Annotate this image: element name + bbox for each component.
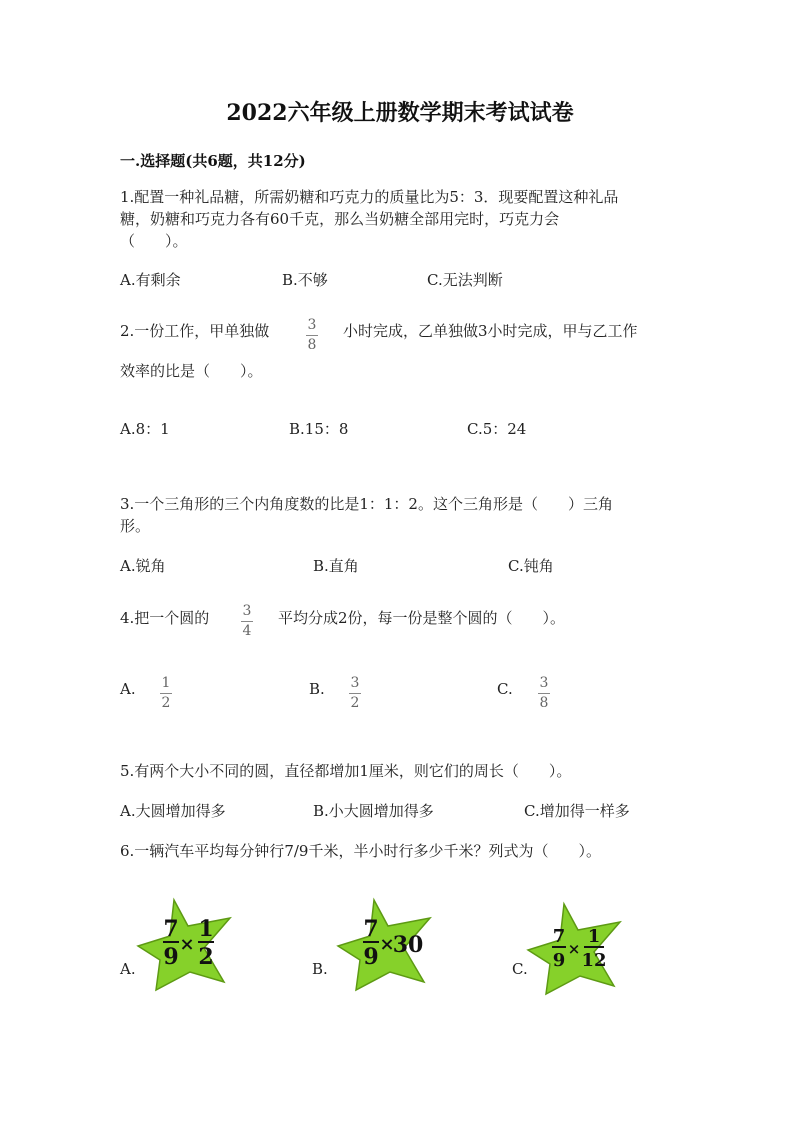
q4-option-c-fraction[interactable] xyxy=(538,676,550,711)
q1-option-a[interactable]: A.有剩余 xyxy=(120,271,181,289)
q5-option-c[interactable]: C.增加得一样多 xyxy=(524,802,630,820)
fraction-bar xyxy=(241,621,253,622)
fraction-denominator: 2 xyxy=(350,695,360,711)
fraction-denominator: 2 xyxy=(161,695,171,711)
q6-text: 6.一辆汽车平均每分钟行7/9千米，半小时行多少千米？列式为（ ）。 xyxy=(120,842,601,860)
q2-option-a[interactable]: A.8：1 xyxy=(120,420,170,438)
q1-line-1: 1.配置一种礼品糖，所需奶糖和巧克力的质量比为5：3．现要配置这种礼品 xyxy=(120,188,619,206)
q4-text-prefix: 4.把一个圆的 xyxy=(120,609,210,627)
fraction-numerator: 3 xyxy=(307,317,317,333)
star-denominator-2: 2 xyxy=(198,944,214,970)
q4-option-a-label[interactable]: A. xyxy=(120,680,136,698)
fraction-bar xyxy=(538,693,550,694)
q2-text-suffix: 小时完成，乙单独做3小时完成，甲与乙工作 xyxy=(343,322,638,340)
q6-option-a-label[interactable]: A. xyxy=(120,960,136,978)
star-numerator: 7 xyxy=(363,916,379,942)
fraction-bar xyxy=(160,693,172,694)
star-numerator: 7 xyxy=(552,926,566,947)
star-numerator-2: 1 xyxy=(198,916,214,942)
q6-option-c-label[interactable]: C. xyxy=(512,960,528,978)
q4-fraction xyxy=(241,604,253,639)
star-denominator-2: 12 xyxy=(581,950,607,971)
q3-line-2: 形。 xyxy=(120,517,151,535)
q1-option-b[interactable]: B.不够 xyxy=(282,271,328,289)
q3-option-b[interactable]: B.直角 xyxy=(313,557,359,575)
fraction-denominator: 8 xyxy=(539,695,549,711)
q6-option-a-star[interactable] xyxy=(136,896,236,992)
fraction-numerator: 3 xyxy=(350,675,360,691)
q2-text-prefix: 2.一份工作，甲单独做 xyxy=(120,322,270,340)
q2-option-b[interactable]: B.15：8 xyxy=(289,420,349,438)
star-denominator: 9 xyxy=(552,950,566,971)
fraction-numerator: 1 xyxy=(161,675,171,691)
fraction-numerator: 3 xyxy=(242,603,252,619)
q5-option-a[interactable]: A.大圆增加得多 xyxy=(120,802,226,820)
q4-text-suffix: 平均分成2份，每一份是整个圆的（ ）。 xyxy=(278,609,566,627)
star-denominator: 9 xyxy=(163,944,179,970)
fraction-bar xyxy=(349,693,361,694)
q5-option-b[interactable]: B.小大圆增加得多 xyxy=(313,802,434,820)
q6-option-c-star[interactable] xyxy=(526,900,626,996)
fraction-denominator: 8 xyxy=(307,337,317,353)
star-integer: 30 xyxy=(392,932,424,958)
q1-line-3: （ ）。 xyxy=(120,232,188,250)
section-heading: 一.选择题(共6题，共12分) xyxy=(120,152,306,170)
star-denominator: 9 xyxy=(363,944,379,970)
q1-option-c[interactable]: C.无法判断 xyxy=(427,271,503,289)
times-symbol: × xyxy=(567,940,581,958)
page-title: 2022六年级上册数学期末考试试卷 xyxy=(226,100,574,126)
q6-option-b-star[interactable] xyxy=(336,896,436,992)
fraction-denominator: 4 xyxy=(242,623,252,639)
q3-line-1: 3.一个三角形的三个内角度数的比是1：1：2。这个三角形是（ ）三角 xyxy=(120,495,613,513)
fraction-numerator: 3 xyxy=(539,675,549,691)
q1-line-2: 糖，奶糖和巧克力各有60千克，那么当奶糖全部用完时，巧克力会 xyxy=(120,210,560,228)
q6-option-b-label[interactable]: B. xyxy=(312,960,328,978)
q3-option-c[interactable]: C.钝角 xyxy=(508,557,554,575)
star-numerator-2: 1 xyxy=(587,926,601,947)
q4-option-a-fraction[interactable] xyxy=(160,676,172,711)
q4-option-c-label[interactable]: C. xyxy=(497,680,513,698)
q3-option-a[interactable]: A.锐角 xyxy=(120,557,166,575)
q2-fraction xyxy=(306,318,318,353)
times-symbol: × xyxy=(179,934,195,955)
q4-option-b-fraction[interactable] xyxy=(349,676,361,711)
q2-option-c[interactable]: C.5：24 xyxy=(467,420,527,438)
times-symbol: × xyxy=(379,934,395,955)
q2-line-2: 效率的比是（ ）。 xyxy=(120,362,263,380)
star-numerator: 7 xyxy=(163,916,179,942)
q5-text: 5.有两个大小不同的圆，直径都增加1厘米，则它们的周长（ ）。 xyxy=(120,762,572,780)
q4-option-b-label[interactable]: B. xyxy=(309,680,325,698)
fraction-bar xyxy=(306,335,318,336)
